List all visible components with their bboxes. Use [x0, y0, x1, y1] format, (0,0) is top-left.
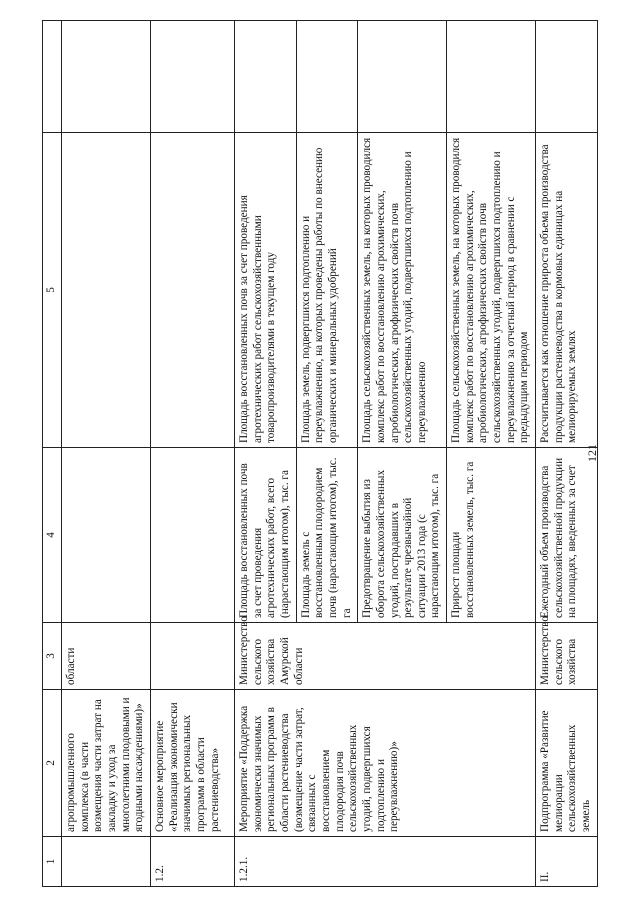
indicator-description: [150, 133, 234, 448]
indicator-name: Площадь восстановленных почв за счет проведения агротехнических работ, всего (нарастающим итогом), тыс. га: [234, 448, 296, 623]
indicator-name: [62, 448, 151, 623]
indicator-name: Ежегодный объем производства сельскохозяйственной продукции на площадях, введенных за счет: [536, 448, 598, 623]
row-number: II.: [536, 837, 598, 887]
empty-cell: [536, 21, 598, 133]
executor: области: [62, 623, 151, 690]
header-row: [43, 21, 62, 887]
indicator-description: Площадь земель, подвергшихся подтоплению и переувлажнению, на которых проведены работы по внесению органических и минеральных удобрений: [296, 133, 358, 448]
event-name: Подпрограмма «Развитие мелиорации сельскохозяйственных земель: [536, 690, 598, 837]
empty-cell: [358, 21, 447, 133]
empty-cell: [150, 21, 234, 133]
executor: Министерство сельского хозяйства: [536, 623, 598, 690]
indicator-description: Рассчитывается как отношение прироста объема производства продукции растениеводства в кормовых единицах на мелиорируемых землях: [536, 133, 598, 448]
header-col-6: [43, 21, 62, 133]
indicator-description: Площадь восстановленных почв за счет проведения агротехнических работ сельскохозяйственными товаропроизводителями в текущем году: [234, 133, 296, 448]
indicator-name: Площадь земель с восстановленным плодородием почв (нарастающим итогом), тыс. га: [296, 448, 358, 623]
executor: [150, 623, 234, 690]
header-col-2: 2: [43, 690, 62, 837]
indicator-name: [150, 448, 234, 623]
event-name: агропромышленного комплекса (в части возмещения части затрат на закладку и уход за многолетними плодовыми и ягодными насаждениями)»: [62, 690, 151, 837]
header-col-3: 3: [43, 623, 62, 690]
event-name: Основное мероприятие «Реализация экономически значимых региональных программ в области растениеводства»: [150, 690, 234, 837]
table-row: [150, 21, 234, 887]
empty-cell: [62, 21, 151, 133]
header-col-4: 4: [43, 448, 62, 623]
empty-cell: [296, 21, 358, 133]
indicator-description: Площадь сельскохозяйственных земель, на которых проводился комплекс работ по восстановлению агрохимических, агробиологических, агрофизических свойств почв сельскохозяйственных угодий, подвергшихся подтоплению и переувлажнению за отчетный период в сравнении с предыдущим периодом: [447, 133, 536, 448]
header-col-1: 1: [43, 837, 62, 887]
table-row: [234, 21, 296, 887]
program-table: [42, 20, 598, 887]
indicator-name: Предотвращение выбытия из оборота сельскохозяйственных угодий, пострадавших в результате чрезвычайной ситуации 2013 года (с нарастающим итогом), тыс. га: [358, 448, 447, 623]
indicator-name: Прирост площади восстановленных земель, тыс. га: [447, 448, 536, 623]
row-number: 1.2.: [150, 837, 234, 887]
table-row: [62, 21, 151, 887]
page-number: 121: [585, 444, 599, 462]
executor: Министерство сельского хозяйства Амурской области: [234, 623, 535, 690]
header-col-5: 5: [43, 133, 62, 448]
indicator-description: Площадь сельскохозяйственных земель, на которых проводился комплекс работ по восстановлению агрохимических, агробиологических, агрофизических свойств почв сельскохозяйственных угодий, подвергшихся подтоплению и переувлажнению: [358, 133, 447, 448]
empty-cell: [447, 21, 536, 133]
row-number: [62, 837, 151, 887]
table-row: [536, 21, 598, 887]
event-name: Мероприятие «Поддержка экономически значимых региональных программ в области растениеводства (возмещение части затрат, связанных с восстановлением плодородия почв сельскохозяйственных угодий, подвергшихся подтоплению и переувлажнению)»: [234, 690, 535, 837]
row-number: 1.2.1.: [234, 837, 535, 887]
indicator-description: [62, 133, 151, 448]
empty-cell: [234, 21, 296, 133]
